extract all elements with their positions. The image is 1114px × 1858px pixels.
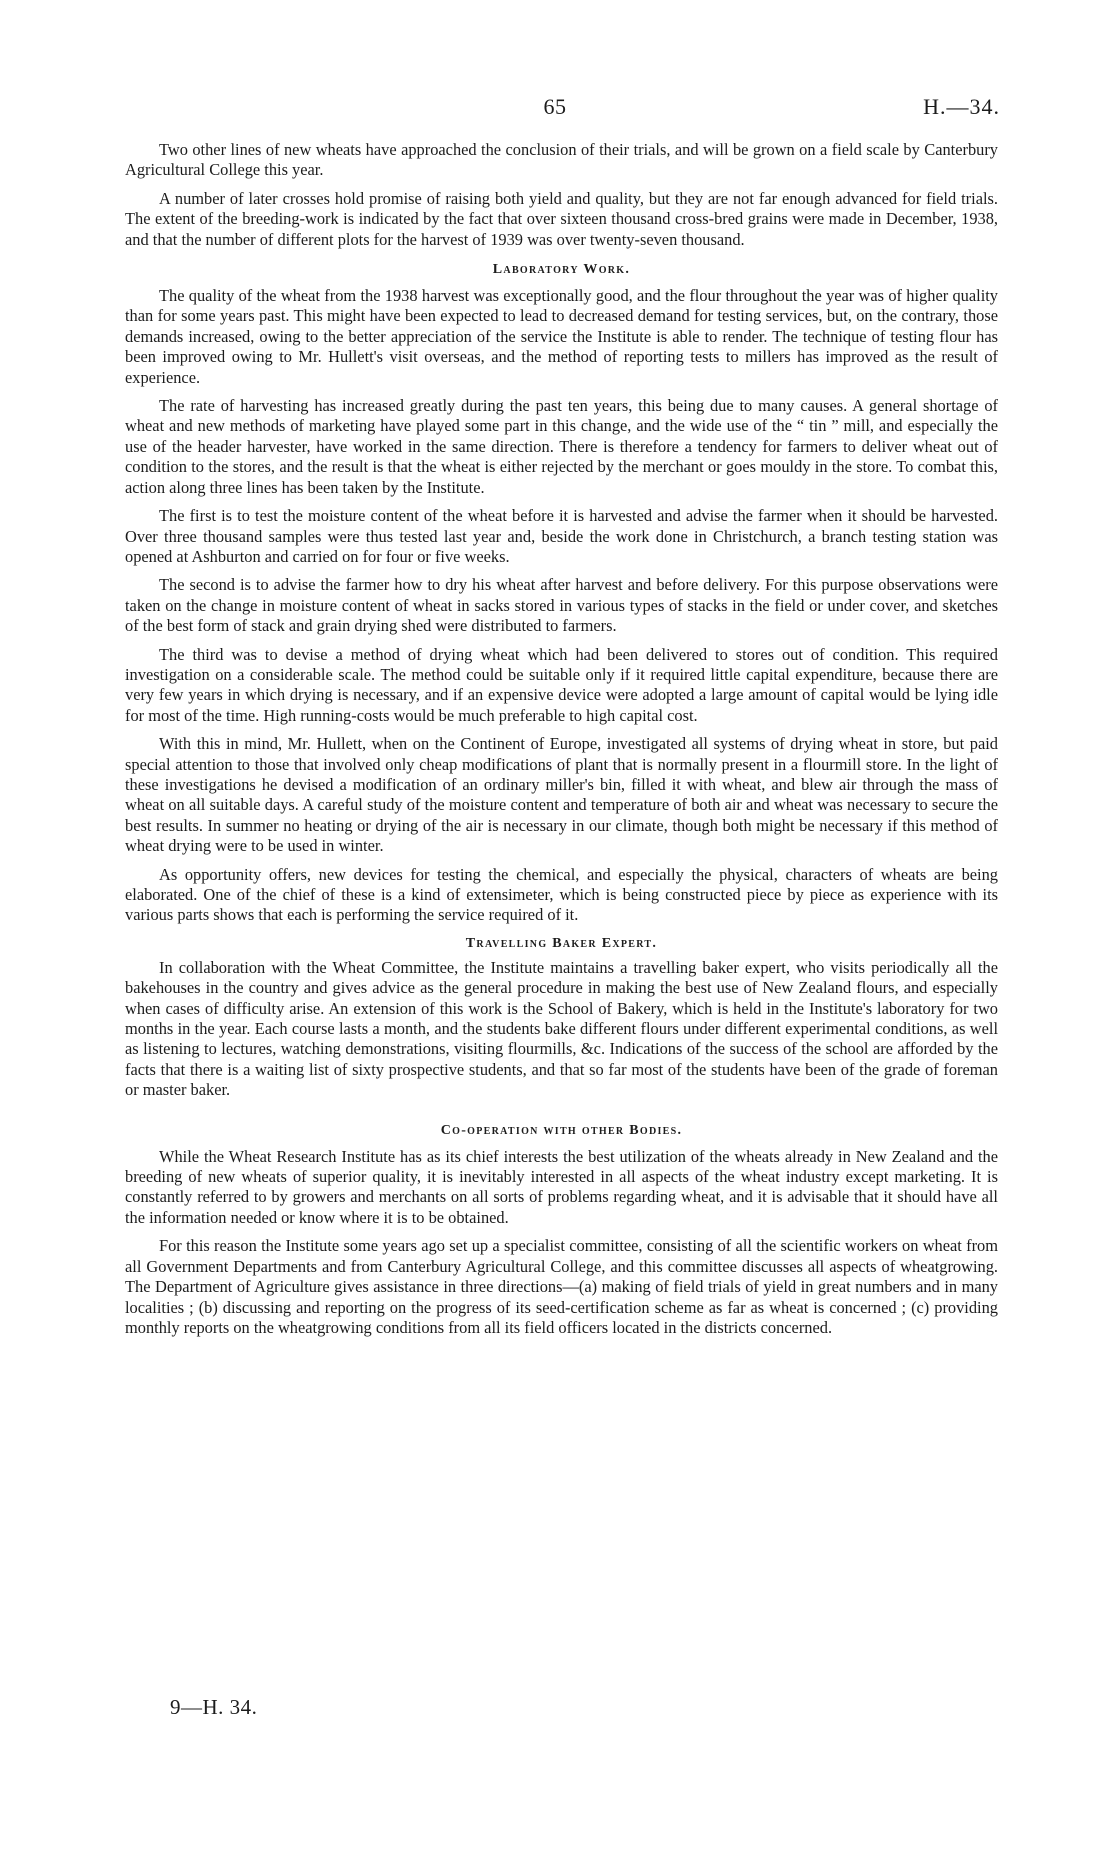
paragraph-laboratory-4: The second is to advise the farmer how to dry his wheat after harvest and before delivery. For this purpose observations were taken on the change in moisture content of wheat in sacks stored in various types of stacks in the field or under cover, and sketches of the best form of stack and grain drying shed were distributed to farmers. — [125, 575, 998, 636]
paragraph-laboratory-3: The first is to test the moisture content of the wheat before it is harvested and advise the farmer when it should be harvested. Over three thousand samples were thus tested last year and, beside the work done in Christchurch, a branch testing station was opened at Ashburton and carried on for four or five weeks. — [125, 506, 998, 566]
section-heading-co-operation: Co-operation with other Bodies. — [440, 1122, 683, 1138]
document-code: H.—34. — [923, 94, 1000, 119]
paragraph-cooperation-2: For this reason the Institute some years ago set up a specialist committee, consisting of all the scientific workers on wheat from all Government Departments and from Canterbury Agricultural College, and this committee discusses all aspects of wheatgrowing. The Department of Agriculture gives assistance in three directions—(a) making of field trials of yield in great numbers and in many localities ; (b) discussing and reporting on the progress of its seed-certification scheme as far as wheat is concerned ; (c) providing monthly reports on the wheatgrowing conditions from all its field officers located in the districts concerned. — [125, 1236, 998, 1337]
paragraph-travelling-1: In collaboration with the Wheat Committee, the Institute maintains a travelling baker expert, who visits periodically all the bakehouses in the country and gives advice as the general procedure in making the best use of New Zealand flours, and especially when cases of difficulty arise. An extension of this work is the School of Bakery, which is held in the Institute's laboratory for two months in the year. Each course lasts a month, and the students bake different flours under different experimental conditions, as well as listening to lectures, watching demonstrations, visiting flourmills, &c. Indications of the success of the school are afforded by the facts that there is a waiting list of sixty prospective students, and that so far most of the students have been of the grade of foreman or master baker. — [125, 957, 998, 1100]
page-number: 65 — [543, 94, 567, 119]
paragraph-laboratory-6: With this in mind, Mr. Hullett, when on the Continent of Europe, investigated all systems of drying wheat in store, but paid special attention to those that involved only cheap modifications of plant that is normally present in a flourmill store. In the light of these investigations he devised a modification of an ordinary miller's bin, filled it with wheat, and blew air through the mass of wheat on all suitable days. A careful study of the moisture content and temperature of both air and wheat was necessary to secure the best results. In summer no heating or drying of the air is necessary in our climate, though both might be necessary if this method of wheat drying were to be used in winter. — [125, 734, 998, 856]
paragraph-intro-2: A number of later crosses hold promise of raising both yield and quality, but they are not far enough advanced for field trials. The extent of the breeding-work is indicated by the fact that over sixteen thousand cross-bred grains were made in December, 1938, and that the number of different plots for the harvest of 1939 was over twenty-seven thousand. — [125, 188, 998, 249]
section-heading-travelling-baker-expert: Travelling Baker Expert. — [465, 935, 658, 951]
paragraph-cooperation-1: While the Wheat Research Institute has as its chief interests the best utilization of the wheats already in New Zealand and the breeding of new wheats of superior quality, it is inevitably interested in all aspects of the wheat industry except marketing. It is constantly referred to by growers and merchants on all sorts of problems regarding wheat, and it is advisable that it should have all the information needed or know where it is to be obtained. — [125, 1146, 998, 1227]
section-heading-laboratory-work: Laboratory Work. — [492, 262, 631, 278]
paragraph-laboratory-7: As opportunity offers, new devices for testing the chemical, and especially the physical, characters of wheats are being elaborated. One of the chief of these is a kind of extensimeter, which is being constructed piece by piece as experience with its various parts shows that each is performing the service required of it. — [125, 864, 998, 925]
paragraph-intro-1: Two other lines of new wheats have approached the conclusion of their trials, and will be grown on a field scale by Canterbury Agricultural College this year. — [125, 140, 998, 180]
body-text — [125, 140, 998, 1346]
paragraph-laboratory-1: The quality of the wheat from the 1938 harvest was exceptionally good, and the flour throughout the year was of higher quality than for some years past. This might have been expected to lead to decreased demand for testing services, but, on the contrary, those demands increased, owing to the better appreciation of the service the Institute is able to render. The technique of testing flour has been improved owing to Mr. Hullett's visit overseas, and the method of reporting tests to millers has improved as the result of experience. — [125, 286, 998, 387]
paragraph-laboratory-2: The rate of harvesting has increased greatly during the past ten years, this being due to many causes. A general shortage of wheat and new methods of marketing have played some part in this change, and the wide use of the “ tin ” mill, and especially the use of the header harvester, have worked in the same direction. There is therefore a tendency for farmers to deliver wheat out of condition to the stores, and the result is that the wheat is either rejected by the merchant or goes mouldy in the store. To combat this, action along three lines has been taken by the Institute. — [125, 396, 998, 497]
signature-mark: 9—H. 34. — [170, 1695, 258, 1719]
paragraph-laboratory-5: The third was to devise a method of drying wheat which had been delivered to stores out of condition. This required investigation on a considerable scale. The method could be suitable only if it required little capital expenditure, because there are very few years in which drying is necessary, and if an expensive device were adopted a large amount of capital would be lying idle for most of the time. High running-costs would be much preferable to high capital cost. — [125, 644, 998, 725]
